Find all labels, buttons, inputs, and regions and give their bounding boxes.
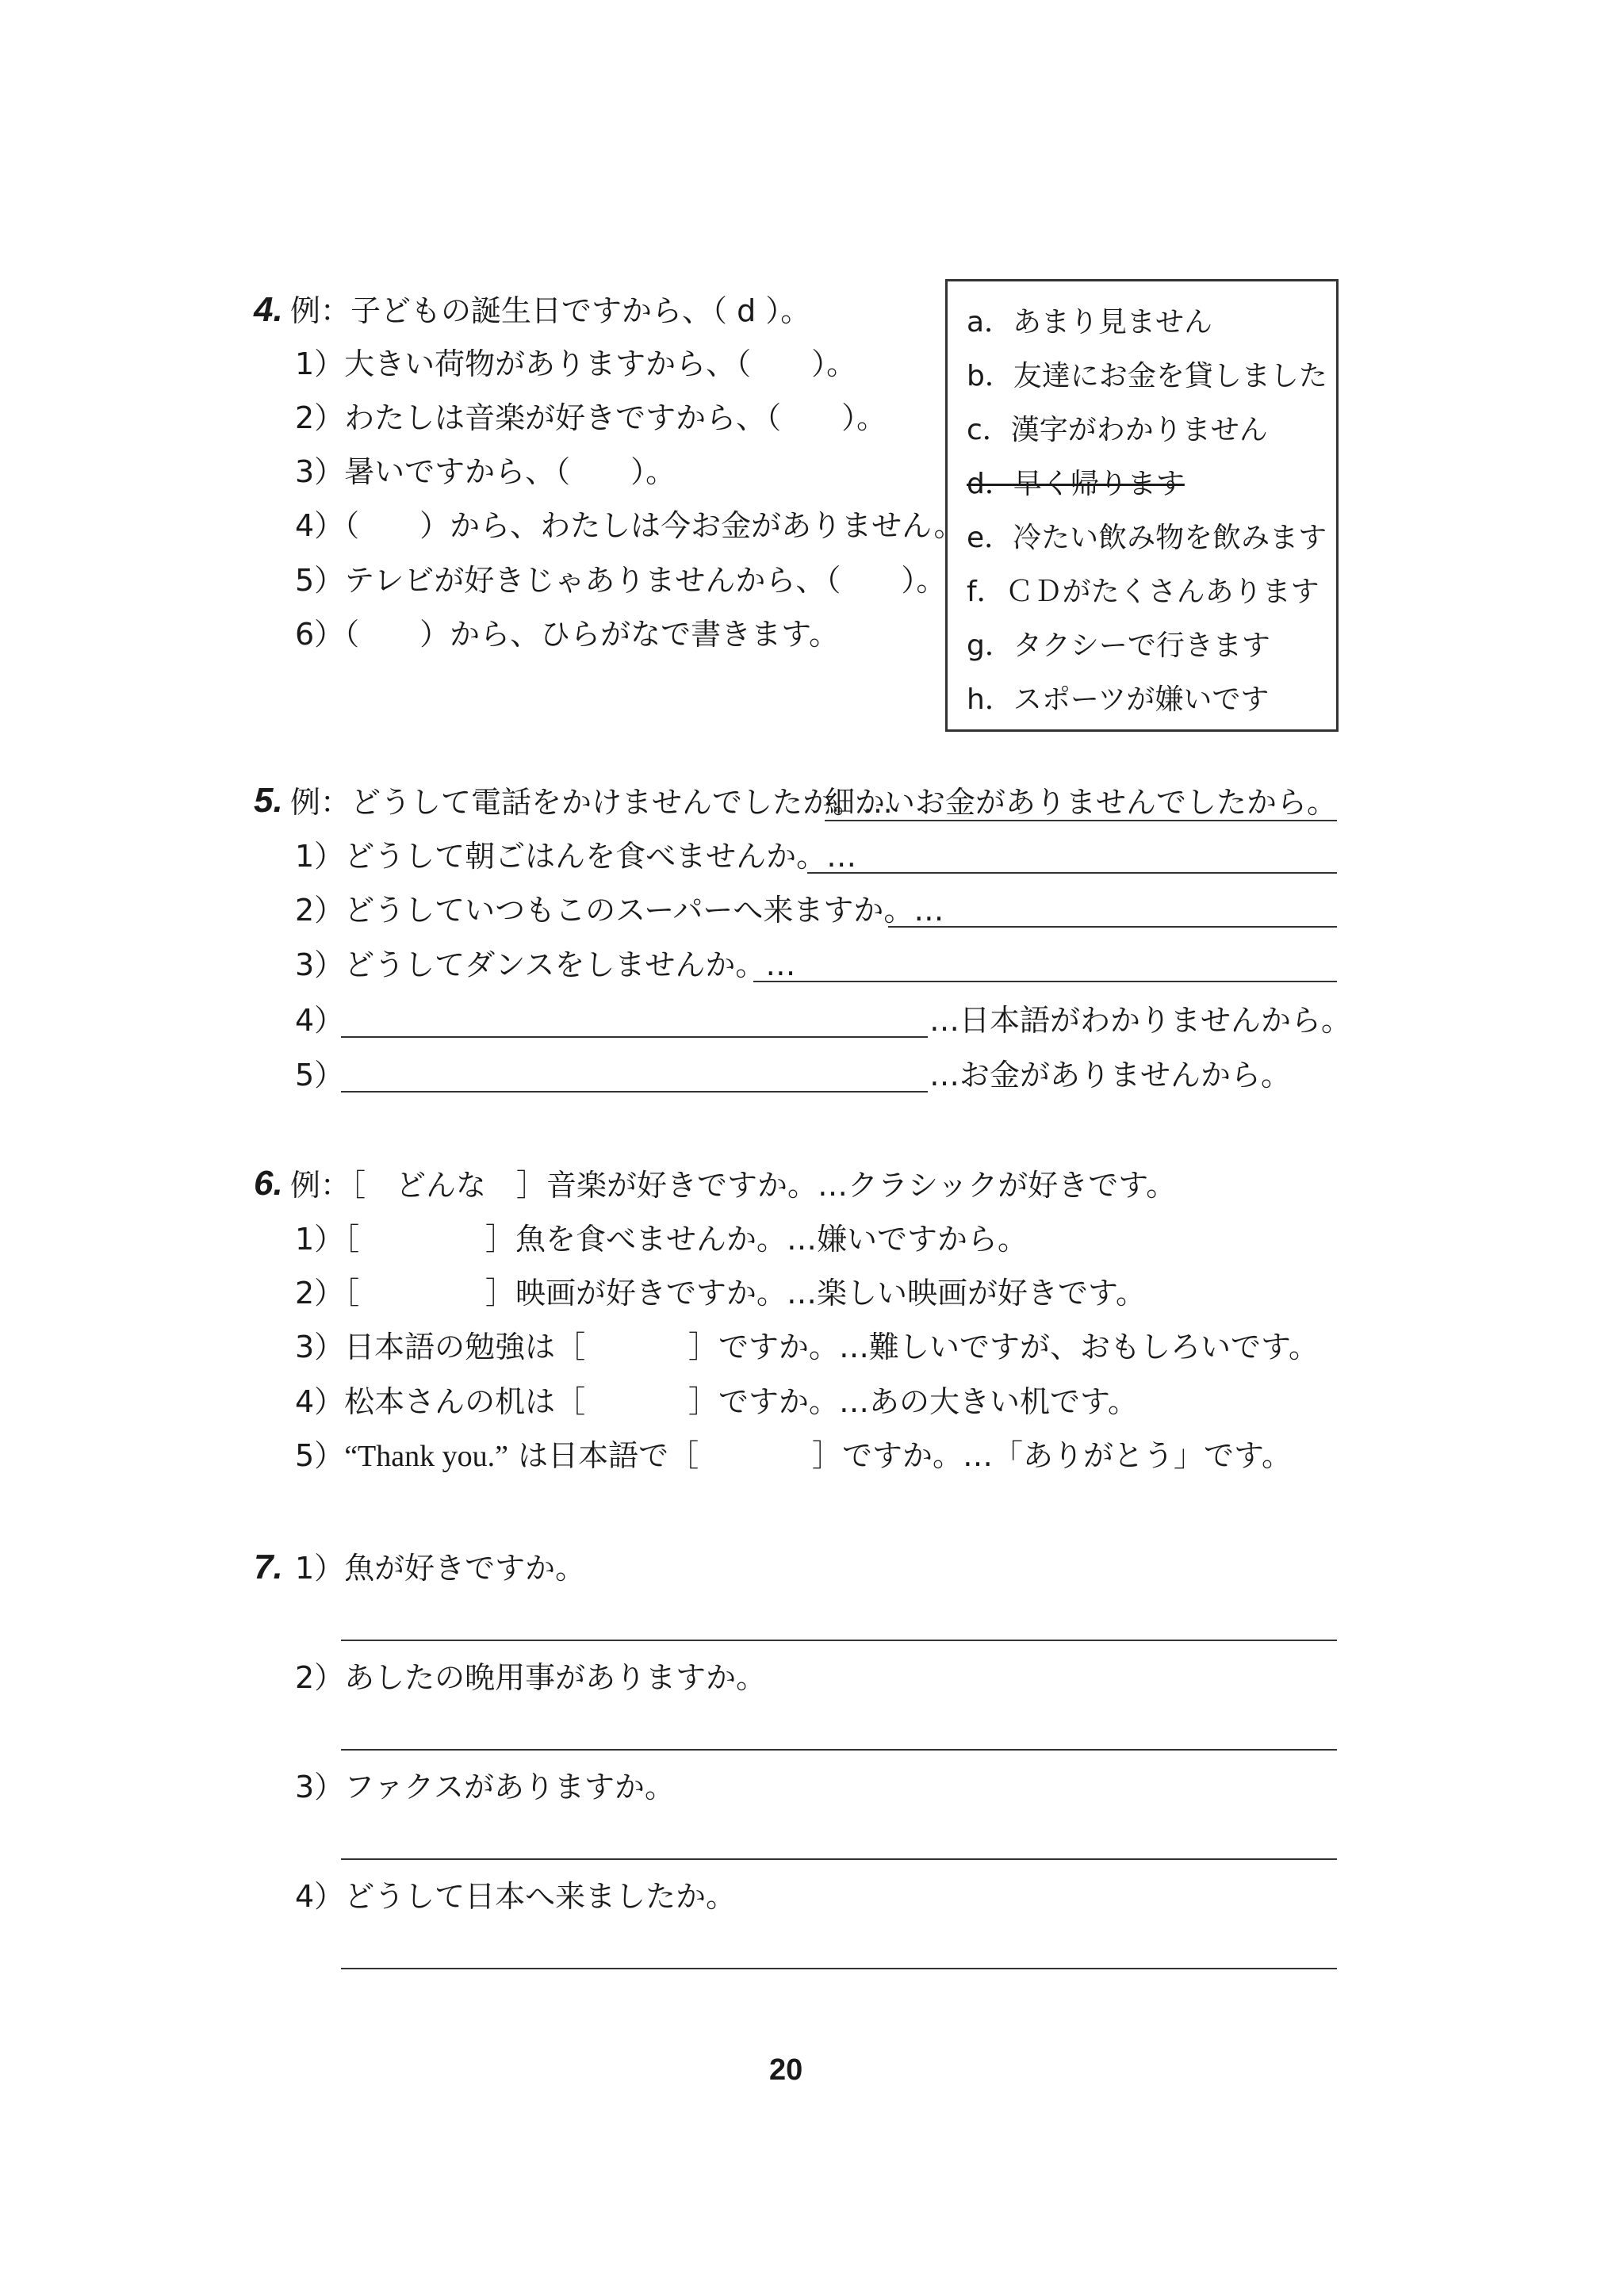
section-6-item-3-pre: 3）日本語の勉強は［ [295,1330,586,1364]
section-7-item-4: 4）どうして日本へ来ましたか。 [295,1879,737,1914]
choice-f: f．ＣＤがたくさんあります [967,576,1320,608]
section-5-item-5-number: 5） [295,1058,345,1093]
answer-line-5-3[interactable] [753,981,1337,982]
section-6-example: 例：［ どんな ］音楽が好きですか。…クラシックが好きです。 [290,1168,1177,1203]
choice-c: c．漢字がわかりません [967,414,1268,446]
answer-line-7-2[interactable] [341,1749,1337,1751]
section-4-item-3: 3）暑いですから、（ ）。 [295,454,676,489]
answer-line-5-2[interactable] [888,926,1337,928]
section-4-number: 4. [254,290,283,329]
choice-g: g．タクシーで行きます [967,629,1270,662]
answer-line-7-4[interactable] [341,1968,1337,1969]
section-4-item-5: 5）テレビが好きじゃありませんから、（ ）。 [295,563,947,598]
section-6-item-5-pre: 5） [295,1438,345,1473]
section-5-item-5-answer: …お金がありませんから。 [929,1058,1292,1093]
section-7-number: 7. [254,1548,283,1586]
section-6-item-5-english: “Thank you.” [344,1440,508,1473]
section-6-item-3-post: ］ですか。…難しいですが、おもしろいです。 [688,1330,1319,1364]
choice-e: e．冷たい飲み物を飲みます [967,522,1327,554]
answer-line-5-4[interactable] [341,1036,928,1038]
section-5-number: 5. [254,781,283,820]
section-5-item-1: 1）どうして朝ごはんを食べませんか。… [295,839,857,874]
section-6-item-2-post: ］映画が好きですか。…楽しい映画が好きです。 [485,1276,1146,1311]
section-5-item-4-number: 4） [295,1003,345,1038]
answer-line-5-1[interactable] [807,872,1337,874]
section-6-item-5-mid: は日本語で［ [508,1438,699,1473]
choice-a: a．あまり見ません [967,306,1213,339]
choice-box [945,279,1339,732]
section-6-item-1-pre: 1）［ [295,1222,360,1257]
section-4-item-1: 1）大きい荷物がありますから、（ ）。 [295,346,857,381]
section-5-item-3: 3）どうしてダンスをしませんか。… [295,947,796,982]
section-4-item-4: 4）（ ）から、わたしは今お金がありません。 [295,508,964,543]
section-5-example-question: 例：どうして電話をかけませんでしたか。… [290,785,894,820]
choice-d-crossed-out: d．早く帰ります [967,468,1185,500]
section-5-item-2: 2）どうしていつもこのスーパーへ来ますか。… [295,893,944,928]
section-4-item-2: 2）わたしは音楽が好きですから、（ ）。 [295,400,887,435]
section-6-item-4-pre: 4）松本さんの机は［ [295,1384,586,1419]
section-6-item-5-post: ］ですか。…「ありがとう」です。 [812,1438,1292,1473]
section-6-item-5 [295,1438,699,1474]
choice-b: b．友達にお金を貸しました [967,360,1327,392]
section-6-item-4-post: ］ですか。…あの大きい机です。 [688,1384,1138,1419]
section-4-item-6: 6）（ ）から、ひらがなで書きます。 [295,617,840,652]
answer-line-7-3[interactable] [341,1858,1337,1860]
section-6-number: 6. [254,1164,283,1203]
section-4-example: 例：子どもの誕生日ですから、（ d ）。 [290,293,811,328]
page-number: 20 [769,2053,803,2087]
choice-h: h．スポーツが嫌いです [967,683,1270,716]
section-5-item-4-answer: …日本語がわかりませんから。 [929,1003,1352,1038]
section-7-item-1: 1）魚が好きですか。 [295,1551,586,1586]
section-6-item-2-pre: 2）［ [295,1276,360,1311]
section-6-item-1-post: ］魚を食べませんか。…嫌いですから。 [485,1222,1028,1257]
section-7-item-3: 3）ファクスがありますか。 [295,1770,676,1804]
section-5-example-answer: 細かいお金がありませんでしたから。 [825,785,1338,820]
section-7-item-2: 2）あしたの晩用事がありますか。 [295,1660,767,1695]
answer-line-5-5[interactable] [341,1091,928,1093]
answer-line-7-1[interactable] [341,1640,1337,1641]
